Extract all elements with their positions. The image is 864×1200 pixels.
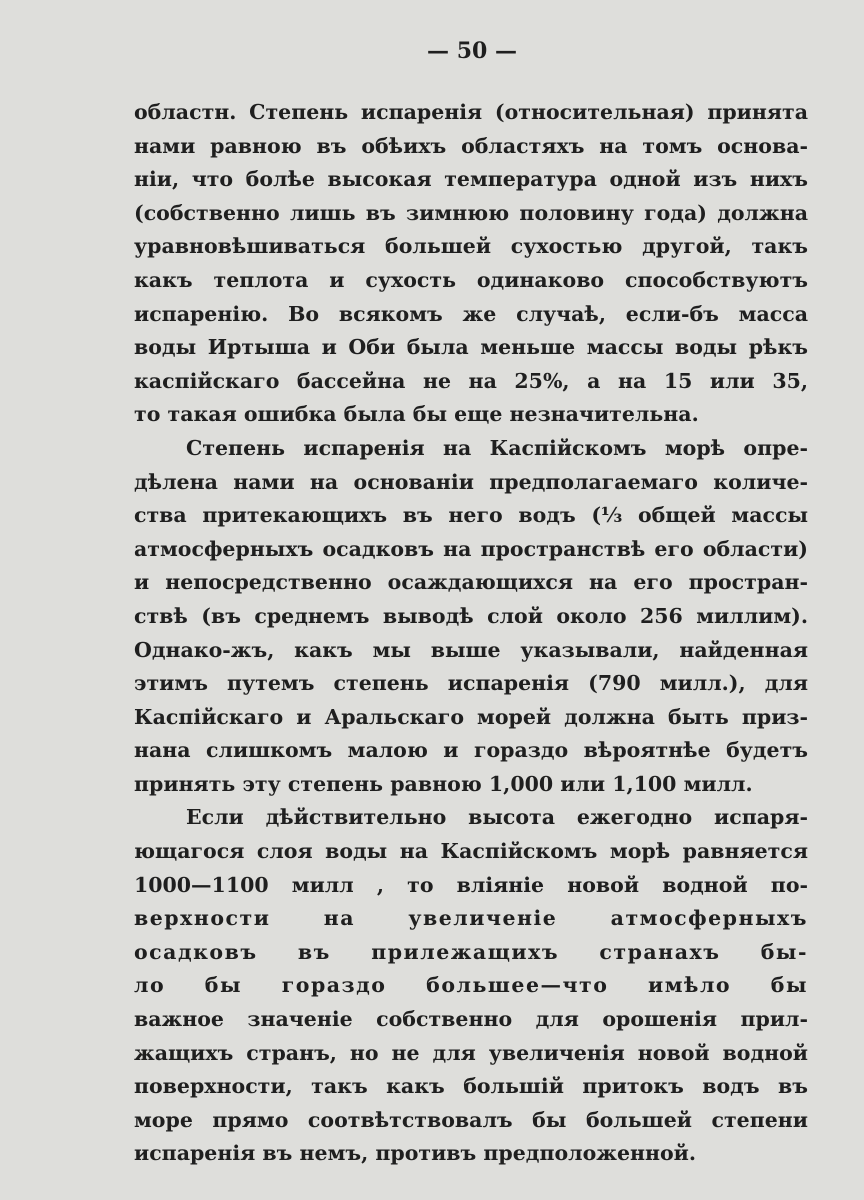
text-line: ніи, что болѣе высокая температура одной изъ нихъ [134, 167, 808, 192]
paragraphs [134, 96, 808, 1171]
text-line: верхности на увеличеніе атмосферныхъ [134, 906, 808, 931]
text-line: атмосферныхъ осадковъ на пространствѣ его области) [134, 536, 808, 561]
text-line: областн. Степень испаренія (относительная) принята [134, 100, 808, 124]
text-line: море прямо соотвѣтствовалъ бы большей степени [134, 1107, 808, 1132]
text-line: то такая ошибка была бы еще незначительна. [134, 402, 699, 427]
text-line: ствѣ (въ среднемъ выводѣ слой около 256 миллим). [134, 603, 808, 628]
text-line: ло бы гораздо большее—что имѣло бы [134, 973, 808, 998]
text-line: дѣлена нами на основаніи предполагаемаго количе- [134, 469, 808, 494]
text-line: Степень испаренія на Каспійскомъ морѣ опре- [186, 435, 808, 460]
text-line: какъ теплота и сухость одинаково способствуютъ [134, 267, 808, 292]
paragraph-3 [134, 801, 808, 1171]
text-line: и непосредственно осаждающихся на его простран- [134, 570, 808, 595]
text-line: важное значеніе собственно для орошенія прил- [134, 1007, 808, 1032]
text-line: ства притекающихъ въ него водъ (⅓ общей массы [134, 503, 808, 528]
text-line: нами равною въ обѣихъ областяхъ на томъ основа- [134, 133, 808, 158]
paragraph-1 [134, 96, 808, 432]
text-line: осадковъ въ прилежащихъ странахъ бы- [134, 939, 808, 964]
text-line: уравновѣшиваться большей сухостью другой, такъ [134, 234, 808, 259]
text-line: испаренію. Во всякомъ же случаѣ, если-бъ масса [134, 301, 808, 326]
text-line: Каспійскаго и Аральскаго морей должна быть приз- [134, 704, 808, 729]
text-line: ющагося слоя воды на Каспійскомъ морѣ равняется [134, 839, 808, 864]
text-line: Если дѣйствительно высота ежегодно испаря- [186, 805, 808, 830]
text-line: Однако-жъ, какъ мы выше указывали, найденная [134, 637, 808, 662]
text-line: испаренія въ немъ, противъ предположенной. [134, 1141, 697, 1166]
text-line: воды Иртыша и Оби была меньше массы воды рѣкъ [134, 335, 808, 360]
text-line: 1000—1100 милл , то вліяніе новой водной по- [134, 872, 808, 897]
text-line: каспійскаго бассейна не на 25%, а на 15 или 35, [134, 368, 808, 393]
text-line: нана слишкомъ малою и гораздо вѣроятнѣе будетъ [134, 738, 808, 763]
paragraph-2 [134, 432, 808, 802]
text-line: жащихъ странъ, но не для увеличенія новой водной [134, 1040, 808, 1065]
text-line: поверхности, такъ какъ большій притокъ водъ въ [134, 1074, 808, 1099]
text-line: этимъ путемъ степень испаренія (790 милл.), для [134, 671, 808, 696]
text-line: принять эту степень равною 1,000 или 1,100 милл. [134, 771, 753, 796]
text-line: (собственно лишь въ зимнюю половину года) должна [134, 200, 808, 225]
page-number: — 50 — [427, 38, 517, 64]
body-text [134, 96, 808, 1171]
